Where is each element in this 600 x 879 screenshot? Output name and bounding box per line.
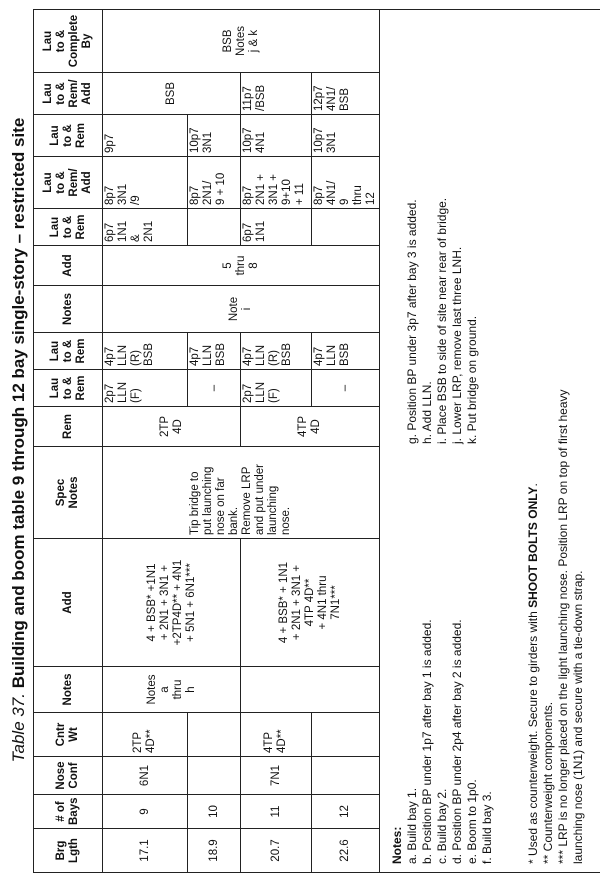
cell-lau-rem-2: 4p7 LLN BSB — [312, 333, 380, 370]
cell-lau-rem-1: – — [188, 370, 241, 407]
cell-lau-rem-4: 10p7 3N1 — [312, 115, 380, 157]
cell-complete-by: BSB Notes j & k — [103, 10, 380, 73]
cell-lau-rem-1: – — [312, 370, 380, 407]
col-header-notes-2: Notes — [34, 286, 103, 333]
col-header-cntr-wt: Cntr Wt — [34, 713, 103, 757]
cell-lau-rem-3 — [312, 209, 380, 246]
col-header-lau-rem-3: Lau to & Rem — [34, 209, 103, 246]
note-b: b. Position BP under 1p7 after bay 1 is added. — [420, 619, 434, 864]
cell-add-bays-11-12: 4 + BSB* + 1N1 + 2N1 + 3N1 + 4TP 4D** + 4N1 thru 7N1*** — [241, 539, 380, 667]
table-row — [241, 10, 312, 873]
col-header-lau-rem-2: Lau to & Rem — [34, 333, 103, 370]
cell-bays: 9 — [103, 795, 188, 829]
notes-right-column — [405, 24, 480, 444]
cell-cntr-wt: 4TP 4D** — [241, 713, 312, 757]
footnote-single-star — [526, 24, 541, 864]
cell-nose-conf: 7N1 — [241, 757, 312, 795]
cell-add-5-thru-8: 5 thru 8 — [103, 246, 380, 286]
col-header-complete-by: Lau to & Complete By — [34, 10, 103, 73]
cell-lau-rem-2: 4p7 LLN (R) BSB — [103, 333, 188, 370]
note-f: f. Build bay 3. — [480, 791, 494, 864]
building-boom-table — [33, 9, 600, 873]
cell-note-i: Note i — [103, 286, 380, 333]
note-d: d. Position BP under 2p4 after bay 2 is added. — [450, 619, 464, 864]
table-name: Building and boom table 9 through 12 bay single-story – restricted site — [9, 117, 28, 689]
cell-lau-rem-add-1: 8p7 2N1 + 3N1 + 9+10 + 11 — [241, 157, 312, 209]
cell-lau-rem-add-1: 8p7 4N1/ 9 thru 12 — [312, 157, 380, 209]
cell-lau-rem-add-1: 8p7 2N1/ 9 + 10 — [188, 157, 241, 209]
note-j: j. Lower LRP, remove last three LNH. — [450, 246, 464, 444]
table-row — [103, 10, 188, 873]
notes-row — [380, 10, 600, 873]
cell-cntr-wt — [312, 713, 380, 757]
col-header-lau-rem-add-1: Lau to & Rem/ Add — [34, 157, 103, 209]
cell-rem-bays-9-10: 2TP 4D — [103, 407, 241, 447]
footnote-single-star-text: * Used as counterweight. Secure to girders with — [526, 607, 540, 864]
note-e: e. Boom to 1p0. — [465, 779, 479, 864]
cell-lau-rem-3 — [188, 209, 241, 246]
col-header-lau-rem-add-2: Lau to & Rem/ Add — [34, 73, 103, 115]
cell-nose-conf: 6N1 — [103, 757, 188, 795]
cell-spec-notes: Tip bridge to put launching nose on far bank. Remove LRP and put under launching nose. — [103, 447, 380, 539]
col-header-lau-rem-4: Lau to & Rem — [34, 115, 103, 157]
col-header-bays: # of Bays — [34, 795, 103, 829]
col-header-rem: Rem — [34, 407, 103, 447]
cell-brg-lgth: 22.6 — [312, 829, 380, 873]
note-h: h. Add LLN. — [420, 381, 434, 444]
cell-lau-rem-add-1: 8p7 3N1 /9 — [103, 157, 188, 209]
cell-lau-rem-add-2: 11p7 /BSB — [241, 73, 312, 115]
col-header-spec-notes: Spec Notes — [34, 447, 103, 539]
notes-heading: Notes: — [390, 826, 404, 864]
notes-left-column — [390, 464, 495, 864]
cell-lau-rem-2: 4p7 LLN (R) BSB — [241, 333, 312, 370]
cell-lau-rem-1: 2p7 LLN (F) — [241, 370, 312, 407]
note-c: c. Build bay 2. — [435, 788, 449, 864]
note-a: a. Build bay 1. — [405, 787, 419, 864]
cell-bays: 10 — [188, 795, 241, 829]
cell-brg-lgth: 20.7 — [241, 829, 312, 873]
cell-lau-rem-4: 10p7 4N1 — [241, 115, 312, 157]
table-title — [4, 15, 34, 865]
cell-notes-a-thru-h: Notes a thru h — [103, 667, 241, 713]
cell-rem-bays-11-12: 4TP 4D — [241, 407, 380, 447]
col-header-brg-lgth: Brg Lgth — [34, 829, 103, 873]
footnote-single-star-end: . — [526, 483, 540, 487]
cell-cntr-wt: 2TP 4D** — [103, 713, 188, 757]
note-g: g. Position BP under 3p7 after bay 3 is added. — [405, 199, 419, 444]
cell-notes-empty — [241, 667, 380, 713]
cell-cntr-wt — [188, 713, 241, 757]
footnote-shoot-bolts: SHOOT BOLTS ONLY — [526, 486, 540, 608]
notes-section — [380, 10, 600, 873]
col-header-add-2: Add — [34, 246, 103, 286]
cell-bays: 12 — [312, 795, 380, 829]
col-header-nose-conf: Nose Conf — [34, 757, 103, 795]
table-number: Table 37. — [9, 692, 28, 763]
col-header-lau-rem-1: Lau to & Rem — [34, 370, 103, 407]
cell-brg-lgth: 18.9 — [188, 829, 241, 873]
cell-nose-conf — [188, 757, 241, 795]
col-header-notes: Notes — [34, 667, 103, 713]
cell-lau-rem-2: 4p7 LLN BSB — [188, 333, 241, 370]
header-row — [34, 10, 103, 873]
cell-lau-rem-add-2: 12p7 4N1/ BSB — [312, 73, 380, 115]
note-k: k. Put bridge on ground. — [465, 315, 479, 444]
cell-add-bays-9-10: 4 + BSB* +1N1 + 2N1 + 3N1 + +2TP4D** + 4N1 + 5N1 + 6N1*** — [103, 539, 241, 667]
cell-lau-rem-4: 9p7 — [103, 115, 188, 157]
footnote-double-star: ** Counterweight components. — [541, 701, 555, 864]
cell-lau-rem-3: 6p7 1N1 & 2N1 — [103, 209, 188, 246]
cell-nose-conf — [312, 757, 380, 795]
cell-bsb-bays-9-10: BSB — [103, 73, 241, 115]
note-i: i. Place BSB to side of site near rear of bridge. — [435, 197, 449, 444]
footnote-triple-star: *** LRP is no longer placed on the light launching nose. Position LRP on top of first heavy launching nose (1N1) and secure with a tie-down strap. — [556, 389, 585, 864]
cell-bays: 11 — [241, 795, 312, 829]
cell-lau-rem-4: 10p7 3N1 — [188, 115, 241, 157]
footnotes — [526, 24, 586, 864]
col-header-add: Add — [34, 539, 103, 667]
cell-lau-rem-1: 2p7 LLN (F) — [103, 370, 188, 407]
cell-lau-rem-3: 6p7 1N1 — [241, 209, 312, 246]
cell-brg-lgth: 17.1 — [103, 829, 188, 873]
